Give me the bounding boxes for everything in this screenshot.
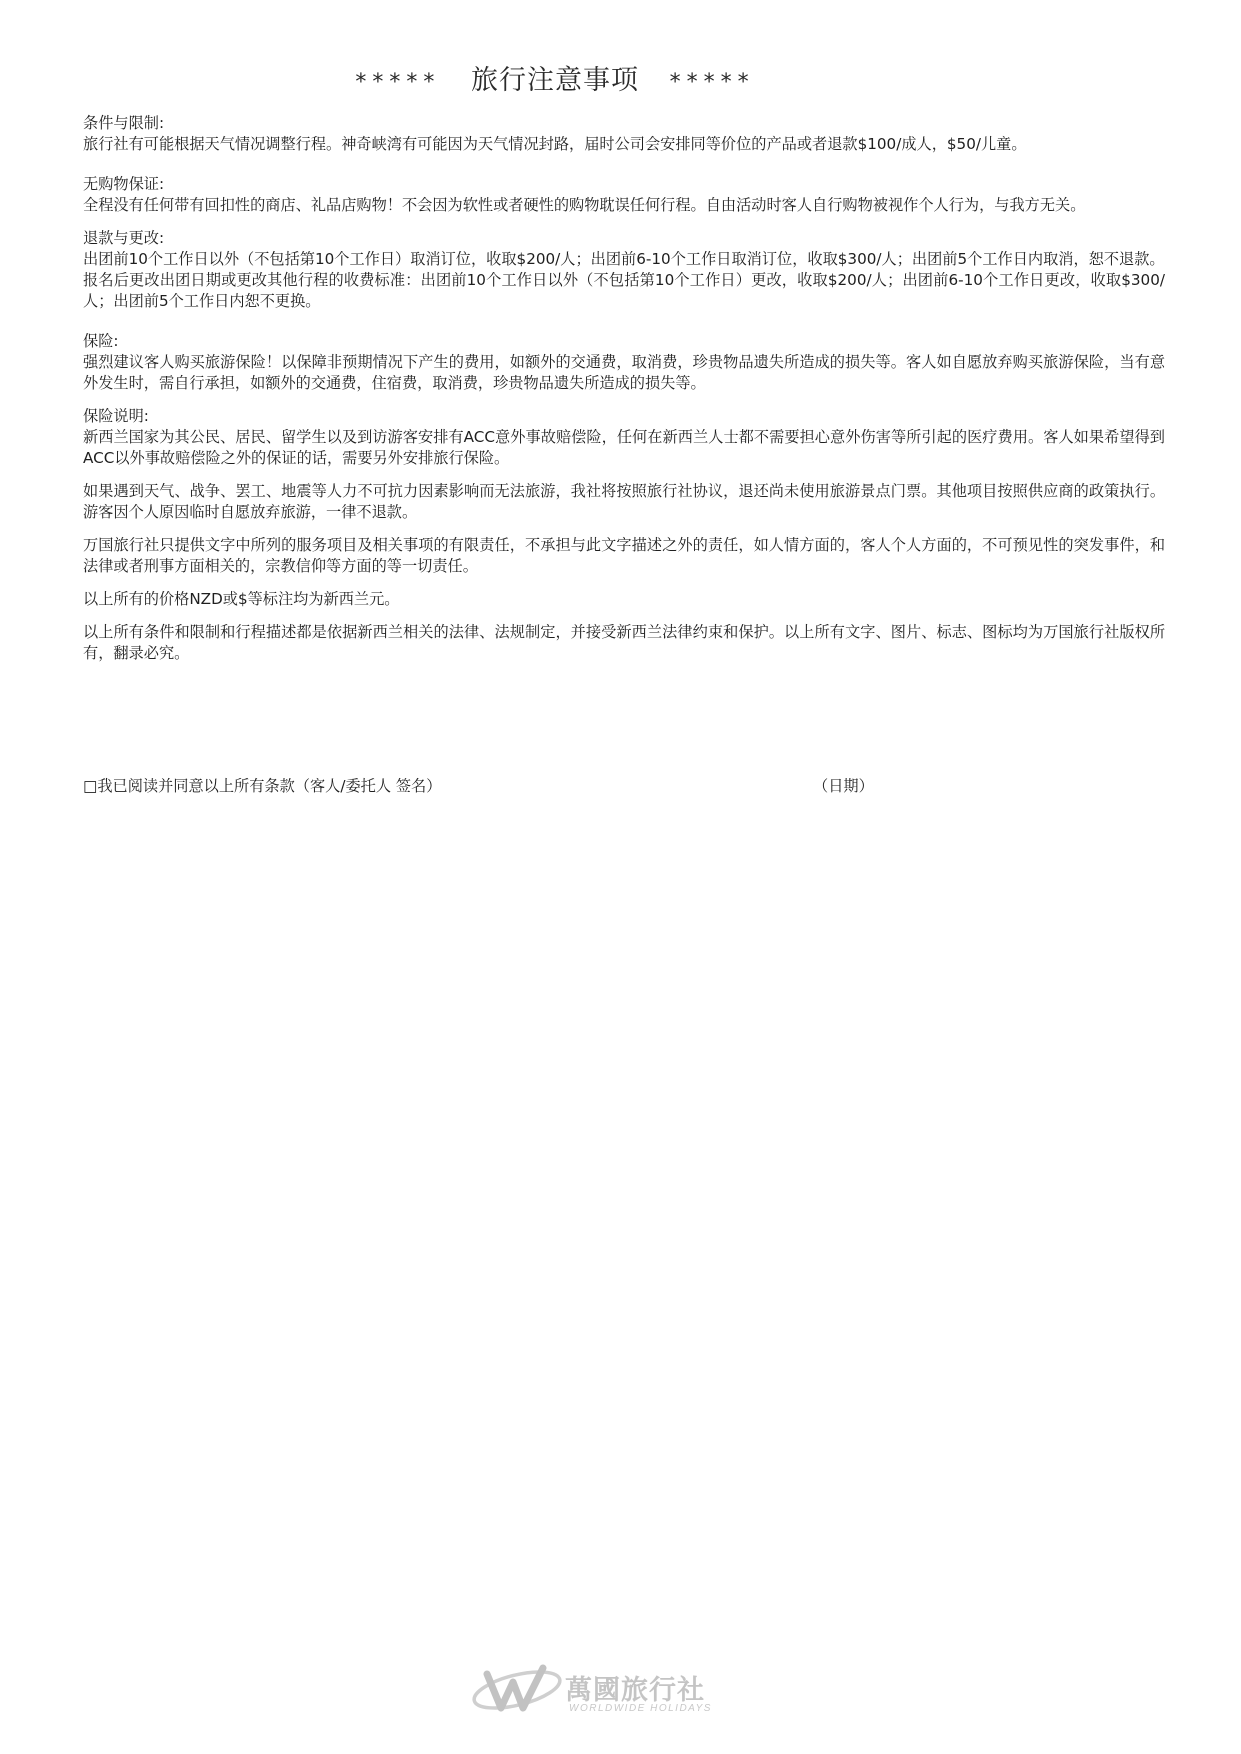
section-insurance-notes xyxy=(83,406,1165,469)
title-stars-right: ***** xyxy=(669,70,755,95)
title-stars-left: ***** xyxy=(355,70,441,95)
section-paragraph: 全程没有任何带有回扣性的商店、礼品店购物！不会因为软性或者硬性的购物耽误任何行程。自由活动时客人自行购物被视作个人行为，与我方无关。 xyxy=(83,196,1086,214)
section-paragraph: 新西兰国家为其公民、居民、留学生以及到访游客安排有ACC意外事故赔偿险，任何在新西兰人士都不需要担心意外伤害等所引起的医疗费用。客人如果希望得到ACC以外事故赔偿险之外的保证的话，需要另外安排旅行保险。 xyxy=(83,428,1165,467)
section-paragraph: 万国旅行社只提供文字中所列的服务项目及相关事项的有限责任，不承担与此文字描述之外的责任，如人情方面的，客人个人方面的，不可预见性的突发事件，和法律或者刑事方面相关的，宗教信仰等方面的等一切责任。 xyxy=(83,536,1165,575)
section-force-majeure xyxy=(83,481,1165,523)
logo-name-en: WORLDWIDE HOLIDAYS xyxy=(569,1703,712,1714)
page-title xyxy=(0,58,1110,97)
section-paragraph: 强烈建议客人购买旅游保险！以保障非预期情况下产生的费用，如额外的交通费，取消费，珍贵物品遗失所造成的损失等。客人如自愿放弃购买旅游保险，当有意外发生时，需自行承担，如额外的交通费，住宿费，取消费，珍贵物品遗失所造成的损失等。 xyxy=(83,353,1165,392)
terms-content xyxy=(83,113,1165,664)
section-paragraph: 旅行社有可能根据天气情况调整行程。神奇峡湾有可能因为天气情况封路，届时公司会安排同等价位的产品或者退款$100/成人，$50/儿童。 xyxy=(83,135,1027,153)
title-text: 旅行注意事项 xyxy=(471,65,639,96)
section-paragraph: 报名后更改出团日期或更改其他行程的收费标准：出团前10个工作日以外（不包括第10个工作日）更改，收取$200/人；出团前6-10个工作日更改，收取$300/人；出团前5个工作日内恕不更换。 xyxy=(83,271,1165,310)
logo-name-cn: 萬國旅行社 xyxy=(565,1675,705,1706)
section-currency xyxy=(83,589,1165,610)
section-paragraph: 出团前10个工作日以外（不包括第10个工作日）取消订位，收取$200/人；出团前6-10个工作日取消订位，收取$300/人；出团前5个工作日内取消，恕不退款。 xyxy=(83,250,1165,268)
logo-w-icon xyxy=(465,1660,565,1720)
section-liability xyxy=(83,535,1165,577)
section-paragraph: 以上所有条件和限制和行程描述都是依据新西兰相关的法律、法规制定，并接受新西兰法律约束和保护。以上所有文字、图片、标志、图标均为万国旅行社版权所有，翻录必究。 xyxy=(83,623,1165,662)
section-heading: 条件与限制: xyxy=(83,114,165,132)
date-label: （日期） xyxy=(813,777,874,795)
section-copyright xyxy=(83,622,1165,664)
section-no-shopping xyxy=(83,174,1165,216)
section-heading: 无购物保证: xyxy=(83,175,165,193)
section-heading: 退款与更改: xyxy=(83,229,165,247)
section-paragraph: 如果遇到天气、战争、罢工、地震等人力不可抗力因素影响而无法旅游，我社将按照旅行社协议，退还尚未使用旅游景点门票。其他项目按照供应商的政策执行。游客因个人原因临时自愿放弃旅游，一律不退款。 xyxy=(83,482,1165,521)
agreement-checkbox-label[interactable]: □我已阅读并同意以上所有条款（客人/委托人 签名） xyxy=(83,777,442,795)
section-heading: 保险说明: xyxy=(83,407,149,425)
signature-line xyxy=(83,776,1165,797)
section-insurance xyxy=(83,331,1165,394)
section-heading: 保险: xyxy=(83,332,119,350)
company-logo xyxy=(465,1660,735,1720)
section-refund xyxy=(83,228,1165,312)
section-paragraph: 以上所有的价格NZD或$等标注均为新西兰元。 xyxy=(83,590,400,608)
section-conditions xyxy=(83,113,1165,155)
